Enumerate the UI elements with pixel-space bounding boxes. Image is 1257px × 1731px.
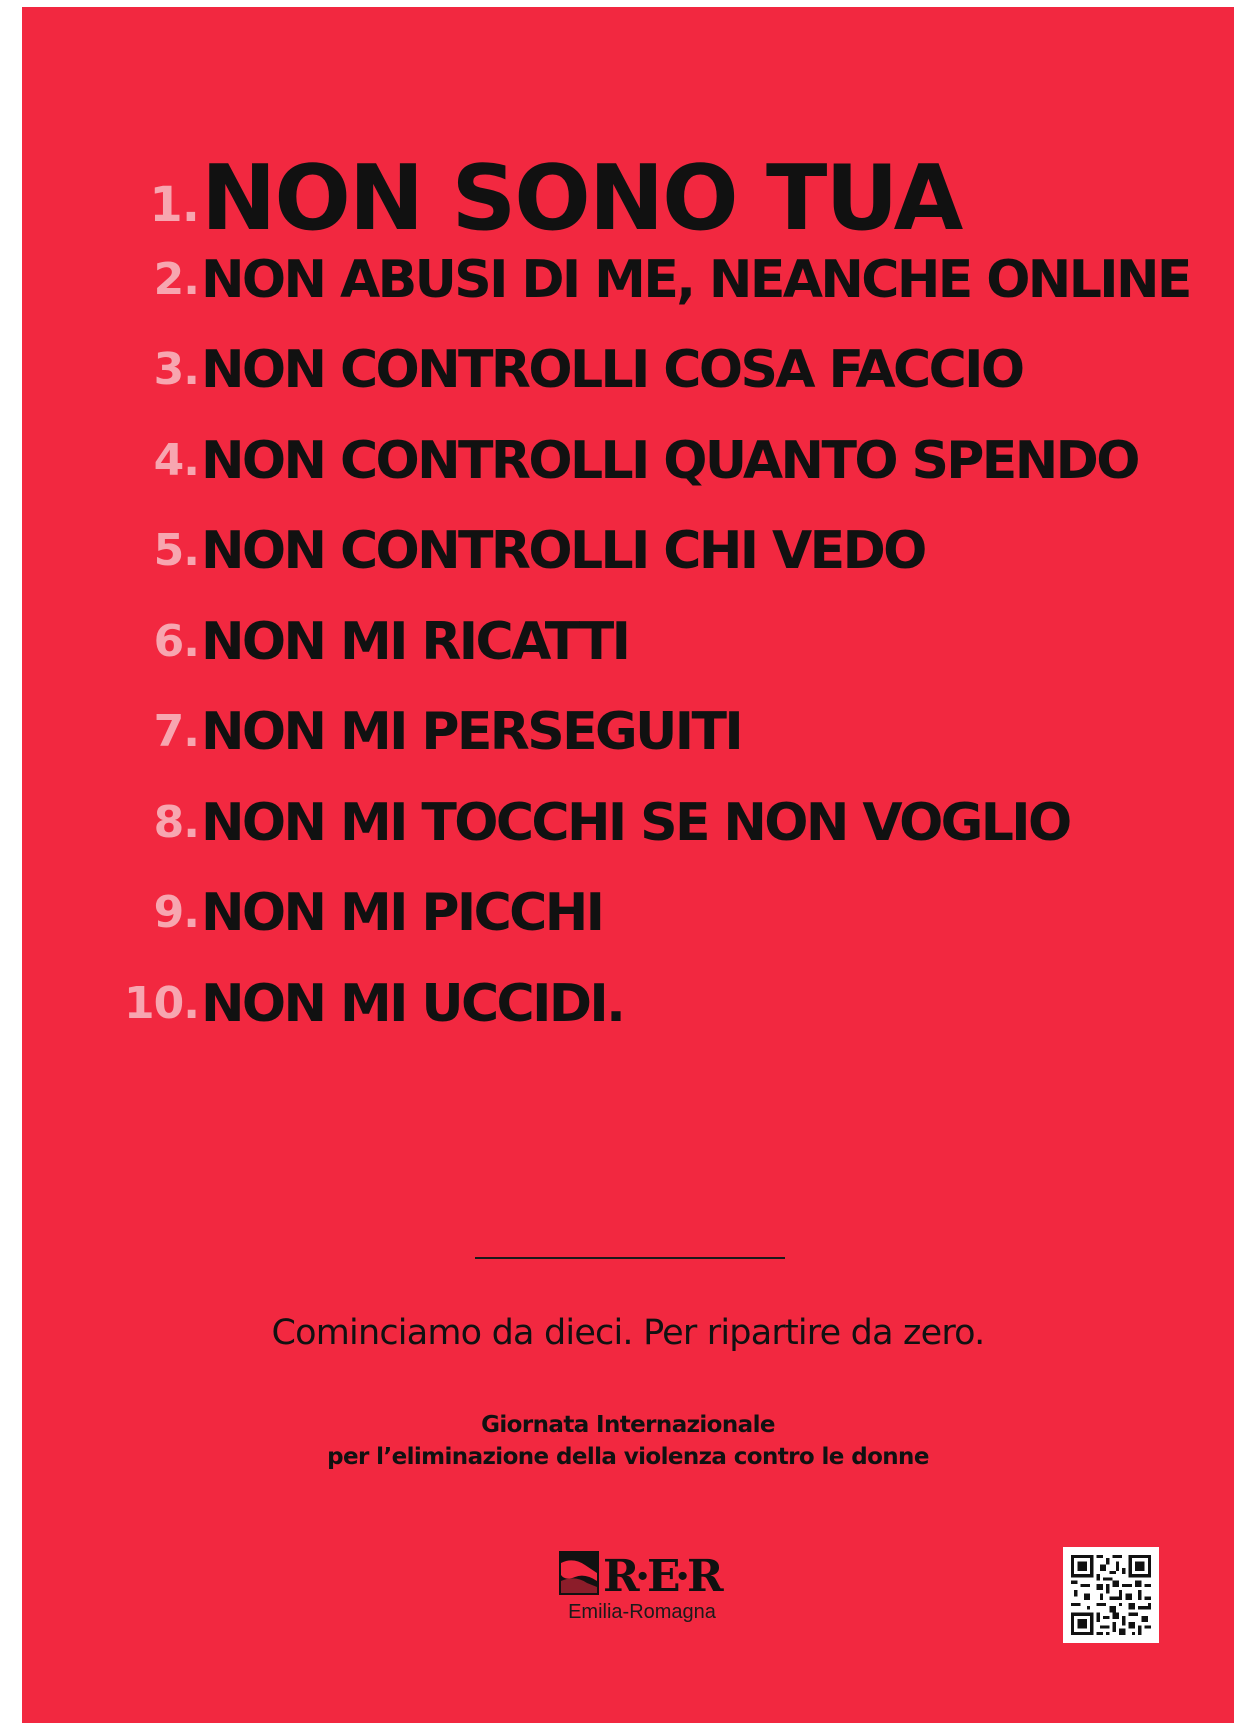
list-number: 4. bbox=[153, 435, 199, 486]
qr-code-graphic bbox=[1071, 1555, 1151, 1635]
list-text: NON MI TOCCHI SE NON VOGLIO bbox=[201, 793, 1070, 853]
list-item bbox=[22, 692, 1234, 772]
qr-code-icon[interactable] bbox=[1063, 1547, 1159, 1643]
list-item bbox=[22, 873, 1234, 953]
svg-text:R: R bbox=[603, 1551, 637, 1599]
list-item bbox=[22, 783, 1234, 863]
list-item bbox=[22, 240, 1234, 320]
list-text: NON CONTROLLI COSA FACCIO bbox=[201, 340, 1023, 400]
svg-text:E: E bbox=[647, 1551, 678, 1599]
list-text: NON MI RICATTI bbox=[201, 612, 629, 672]
list-text: NON CONTROLLI QUANTO SPENDO bbox=[201, 431, 1138, 491]
list-number: 5. bbox=[153, 525, 199, 576]
list-item bbox=[22, 146, 1234, 251]
svg-text:·: · bbox=[675, 1551, 691, 1599]
list-item bbox=[22, 602, 1234, 682]
event-line-1: Giornata Internazionale bbox=[481, 1412, 775, 1438]
list-number: 8. bbox=[153, 797, 199, 848]
divider bbox=[475, 1257, 785, 1259]
list-text: NON ABUSI DI ME, NEANCHE ONLINE bbox=[201, 250, 1190, 310]
list-number: 10. bbox=[124, 978, 199, 1029]
list-number: 7. bbox=[153, 706, 199, 757]
rer-logo bbox=[557, 1539, 727, 1624]
svg-text:R: R bbox=[687, 1551, 721, 1599]
poster bbox=[22, 7, 1234, 1723]
event-line-2: per l’eliminazione della violenza contro le donne bbox=[327, 1444, 929, 1470]
list-text: NON MI PERSEGUITI bbox=[201, 702, 742, 762]
tagline: Cominciamo da dieci. Per ripartire da zero. bbox=[271, 1313, 985, 1353]
list-text: NON SONO TUA bbox=[201, 146, 962, 251]
list-number: 3. bbox=[153, 344, 199, 395]
list-text: NON MI UCCIDI. bbox=[201, 974, 624, 1034]
event-title bbox=[22, 1409, 1234, 1473]
list-number: 9. bbox=[153, 887, 199, 938]
list-item bbox=[22, 330, 1234, 410]
list-item bbox=[22, 421, 1234, 501]
list-text: NON CONTROLLI CHI VEDO bbox=[201, 521, 925, 581]
list-text: NON MI PICCHI bbox=[201, 883, 603, 943]
list-number: 1. bbox=[149, 177, 199, 233]
logo-label: Emilia-Romagna bbox=[568, 1601, 716, 1623]
list-item bbox=[22, 964, 1234, 1044]
list-number: 2. bbox=[153, 254, 199, 305]
list-number: 6. bbox=[153, 616, 199, 667]
list-item bbox=[22, 511, 1234, 591]
rer-logo-mark bbox=[557, 1547, 727, 1599]
svg-text:·: · bbox=[635, 1551, 651, 1599]
